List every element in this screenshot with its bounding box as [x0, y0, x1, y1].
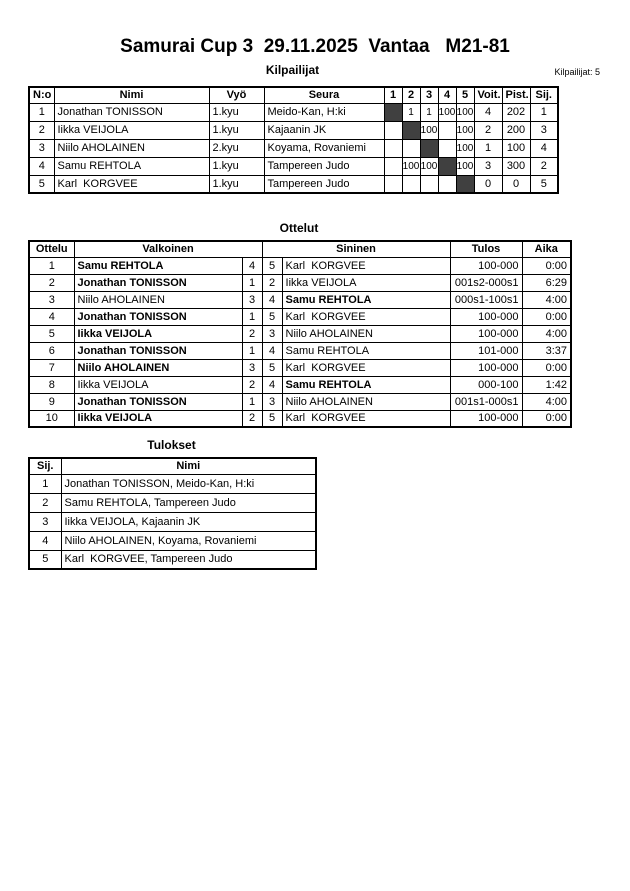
match-score-cell: [402, 175, 420, 193]
results-heading: Tulokset: [147, 438, 196, 452]
result-place: 5: [29, 550, 61, 569]
competitor-belt: 2.kyu: [209, 139, 264, 157]
match-score-cell: 1: [420, 103, 438, 121]
match-score-cell: [438, 175, 456, 193]
match-score-cell: [384, 157, 402, 175]
result-place: 3: [29, 512, 61, 531]
competitors-table: [28, 86, 559, 194]
result-place: 1: [29, 474, 61, 493]
competitor-place: 4: [530, 139, 558, 157]
match-score-cell: [420, 175, 438, 193]
blue-competitor-number: 2: [262, 274, 282, 291]
self-match-cell: [420, 139, 438, 157]
white-competitor-number: 1: [242, 393, 262, 410]
match-number: 3: [29, 291, 74, 308]
competitor-name: Iikka VEIJOLA: [54, 121, 209, 139]
blue-competitor-number: 5: [262, 308, 282, 325]
competitor-wins: 4: [474, 103, 502, 121]
competitor-points: 200: [502, 121, 530, 139]
competitor-name: Karl KORGVEE: [54, 175, 209, 193]
match-number: 9: [29, 393, 74, 410]
self-match-cell: [384, 103, 402, 121]
match-result: 100-000: [450, 359, 522, 376]
competitor-number: 4: [29, 157, 54, 175]
match-row: [29, 291, 571, 308]
result-row: [29, 550, 316, 569]
competitor-wins: 3: [474, 157, 502, 175]
blue-competitor-number: 5: [262, 257, 282, 274]
match-score-cell: 100: [402, 157, 420, 175]
match-score-cell: [402, 139, 420, 157]
white-competitor-name: Jonathan TONISSON: [74, 274, 242, 291]
match-score-cell: [438, 121, 456, 139]
self-match-cell: [402, 121, 420, 139]
white-competitor-number: 1: [242, 308, 262, 325]
competitor-place: 1: [530, 103, 558, 121]
results-table: [28, 457, 317, 570]
name-column-header: Nimi: [61, 458, 316, 474]
result-row: [29, 474, 316, 493]
match-time: 4:00: [522, 393, 571, 410]
match-number: 4: [29, 308, 74, 325]
page-title: Samurai Cup 3 29.11.2025 Vantaa M21-81: [120, 36, 510, 57]
blue-competitor-name: Niilo AHOLAINEN: [282, 393, 450, 410]
match-result: 001s1-000s1: [450, 393, 522, 410]
competitors-body: [29, 103, 558, 193]
competitor-place: 5: [530, 175, 558, 193]
competitors-col-header: 4: [438, 87, 456, 103]
match-number: 5: [29, 325, 74, 342]
results-header-row: [29, 458, 316, 474]
competitors-col-header: Voit.: [474, 87, 502, 103]
blue-competitor-name: Karl KORGVEE: [282, 359, 450, 376]
white-competitor-name: Iikka VEIJOLA: [74, 325, 242, 342]
competitor-name: Jonathan TONISSON: [54, 103, 209, 121]
match-result: 101-000: [450, 342, 522, 359]
competitor-wins: 1: [474, 139, 502, 157]
blue-competitor-number: 3: [262, 393, 282, 410]
white-competitor-name: Niilo AHOLAINEN: [74, 359, 242, 376]
blue-competitor-number: 4: [262, 291, 282, 308]
match-row: [29, 274, 571, 291]
blue-competitor-number: 3: [262, 325, 282, 342]
competitor-place: 2: [530, 157, 558, 175]
result-name: Karl KORGVEE, Tampereen Judo: [61, 550, 316, 569]
blue-competitor-name: Karl KORGVEE: [282, 257, 450, 274]
white-competitor-name: Jonathan TONISSON: [74, 342, 242, 359]
competitors-col-header: Nimi: [54, 87, 209, 103]
competitor-points: 300: [502, 157, 530, 175]
white-competitor-name: Iikka VEIJOLA: [74, 410, 242, 427]
competitor-row: [29, 103, 558, 121]
blue-competitor-name: Samu REHTOLA: [282, 291, 450, 308]
match-row: [29, 359, 571, 376]
competitor-belt: 1.kyu: [209, 103, 264, 121]
competitor-belt: 1.kyu: [209, 175, 264, 193]
competitor-number: 3: [29, 139, 54, 157]
result-name: Jonathan TONISSON, Meido-Kan, H:ki: [61, 474, 316, 493]
match-score-cell: [384, 139, 402, 157]
competitor-row: [29, 157, 558, 175]
matches-header-row: [29, 241, 571, 257]
result-name: Niilo AHOLAINEN, Koyama, Rovaniemi: [61, 531, 316, 550]
competitor-row: [29, 121, 558, 139]
self-match-cell: [438, 157, 456, 175]
match-row: [29, 308, 571, 325]
blue-column-header: Sininen: [262, 241, 450, 257]
competitor-club: Tampereen Judo: [264, 157, 384, 175]
match-row: [29, 393, 571, 410]
competitor-belt: 1.kyu: [209, 157, 264, 175]
match-number: 7: [29, 359, 74, 376]
results-body: [29, 474, 316, 569]
blue-competitor-name: Iikka VEIJOLA: [282, 274, 450, 291]
match-result: 001s2-000s1: [450, 274, 522, 291]
result-place: 2: [29, 493, 61, 512]
competitor-club: Meido-Kan, H:ki: [264, 103, 384, 121]
match-score-cell: 100: [438, 103, 456, 121]
competitors-heading: Kilpailijat: [265, 63, 320, 77]
match-time: 0:00: [522, 308, 571, 325]
match-number: 8: [29, 376, 74, 393]
match-time: 1:42: [522, 376, 571, 393]
competitor-name: Niilo AHOLAINEN: [54, 139, 209, 157]
competitor-row: [29, 175, 558, 193]
result-name: Iikka VEIJOLA, Kajaanin JK: [61, 512, 316, 531]
result-row: [29, 531, 316, 550]
competitor-name: Samu REHTOLA: [54, 157, 209, 175]
match-score-cell: [438, 139, 456, 157]
match-number-header: Ottelu: [29, 241, 74, 257]
match-result: 100-000: [450, 325, 522, 342]
blue-competitor-name: Samu REHTOLA: [282, 376, 450, 393]
competitor-points: 0: [502, 175, 530, 193]
match-time: 4:00: [522, 325, 571, 342]
match-row: [29, 257, 571, 274]
competitors-col-header: Sij.: [530, 87, 558, 103]
white-competitor-name: Jonathan TONISSON: [74, 393, 242, 410]
match-row: [29, 342, 571, 359]
match-time: 0:00: [522, 257, 571, 274]
match-result: 100-000: [450, 308, 522, 325]
competitor-points: 202: [502, 103, 530, 121]
blue-competitor-number: 5: [262, 359, 282, 376]
match-time: 4:00: [522, 291, 571, 308]
competitor-number: 5: [29, 175, 54, 193]
white-competitor-number: 1: [242, 342, 262, 359]
result-name: Samu REHTOLA, Tampereen Judo: [61, 493, 316, 512]
match-result: 000-100: [450, 376, 522, 393]
white-competitor-number: 3: [242, 359, 262, 376]
blue-competitor-name: Karl KORGVEE: [282, 308, 450, 325]
match-score-cell: 100: [456, 139, 474, 157]
white-competitor-number: 4: [242, 257, 262, 274]
match-time: 6:29: [522, 274, 571, 291]
match-score-cell: 100: [420, 121, 438, 139]
competitors-col-header: Vyö: [209, 87, 264, 103]
result-column-header: Tulos: [450, 241, 522, 257]
white-competitor-number: 2: [242, 376, 262, 393]
match-number: 6: [29, 342, 74, 359]
competitor-belt: 1.kyu: [209, 121, 264, 139]
white-competitor-number: 2: [242, 325, 262, 342]
white-competitor-name: Iikka VEIJOLA: [74, 376, 242, 393]
competitor-club: Koyama, Rovaniemi: [264, 139, 384, 157]
match-time: 0:00: [522, 359, 571, 376]
match-score-cell: 100: [456, 157, 474, 175]
white-competitor-number: 2: [242, 410, 262, 427]
place-column-header: Sij.: [29, 458, 61, 474]
match-score-cell: [384, 121, 402, 139]
matches-heading: Ottelut: [279, 221, 319, 235]
white-competitor-number: 3: [242, 291, 262, 308]
blue-competitor-name: Niilo AHOLAINEN: [282, 325, 450, 342]
competitor-points: 100: [502, 139, 530, 157]
blue-competitor-number: 4: [262, 342, 282, 359]
competitors-col-header: 2: [402, 87, 420, 103]
competitors-col-header: Seura: [264, 87, 384, 103]
competitor-number: 1: [29, 103, 54, 121]
result-row: [29, 512, 316, 531]
competitor-club: Kajaanin JK: [264, 121, 384, 139]
competitors-col-header: 1: [384, 87, 402, 103]
match-row: [29, 410, 571, 427]
match-time: 0:00: [522, 410, 571, 427]
white-competitor-number: 1: [242, 274, 262, 291]
competitor-club: Tampereen Judo: [264, 175, 384, 193]
match-number: 10: [29, 410, 74, 427]
match-number: 2: [29, 274, 74, 291]
white-column-header: Valkoinen: [74, 241, 262, 257]
result-row: [29, 493, 316, 512]
time-column-header: Aika: [522, 241, 571, 257]
match-row: [29, 376, 571, 393]
matches-body: [29, 257, 571, 427]
match-result: 100-000: [450, 410, 522, 427]
result-place: 4: [29, 531, 61, 550]
match-time: 3:37: [522, 342, 571, 359]
match-result: 000s1-100s1: [450, 291, 522, 308]
competitors-col-header: 3: [420, 87, 438, 103]
competitors-count: Kilpailijat: 5: [554, 67, 600, 77]
matches-table: [28, 240, 572, 428]
blue-competitor-name: Samu REHTOLA: [282, 342, 450, 359]
white-competitor-name: Jonathan TONISSON: [74, 308, 242, 325]
competitor-wins: 2: [474, 121, 502, 139]
blue-competitor-name: Karl KORGVEE: [282, 410, 450, 427]
match-result: 100-000: [450, 257, 522, 274]
white-competitor-name: Samu REHTOLA: [74, 257, 242, 274]
self-match-cell: [456, 175, 474, 193]
competitor-number: 2: [29, 121, 54, 139]
competitors-col-header: N:o: [29, 87, 54, 103]
match-score-cell: 100: [456, 121, 474, 139]
match-score-cell: 100: [420, 157, 438, 175]
match-score-cell: [384, 175, 402, 193]
match-number: 1: [29, 257, 74, 274]
competitor-row: [29, 139, 558, 157]
white-competitor-name: Niilo AHOLAINEN: [74, 291, 242, 308]
match-row: [29, 325, 571, 342]
match-score-cell: 1: [402, 103, 420, 121]
competitors-header-row: [29, 87, 558, 103]
competitor-place: 3: [530, 121, 558, 139]
match-score-cell: 100: [456, 103, 474, 121]
competitor-wins: 0: [474, 175, 502, 193]
competitors-col-header: 5: [456, 87, 474, 103]
competitors-col-header: Pist.: [502, 87, 530, 103]
blue-competitor-number: 4: [262, 376, 282, 393]
blue-competitor-number: 5: [262, 410, 282, 427]
